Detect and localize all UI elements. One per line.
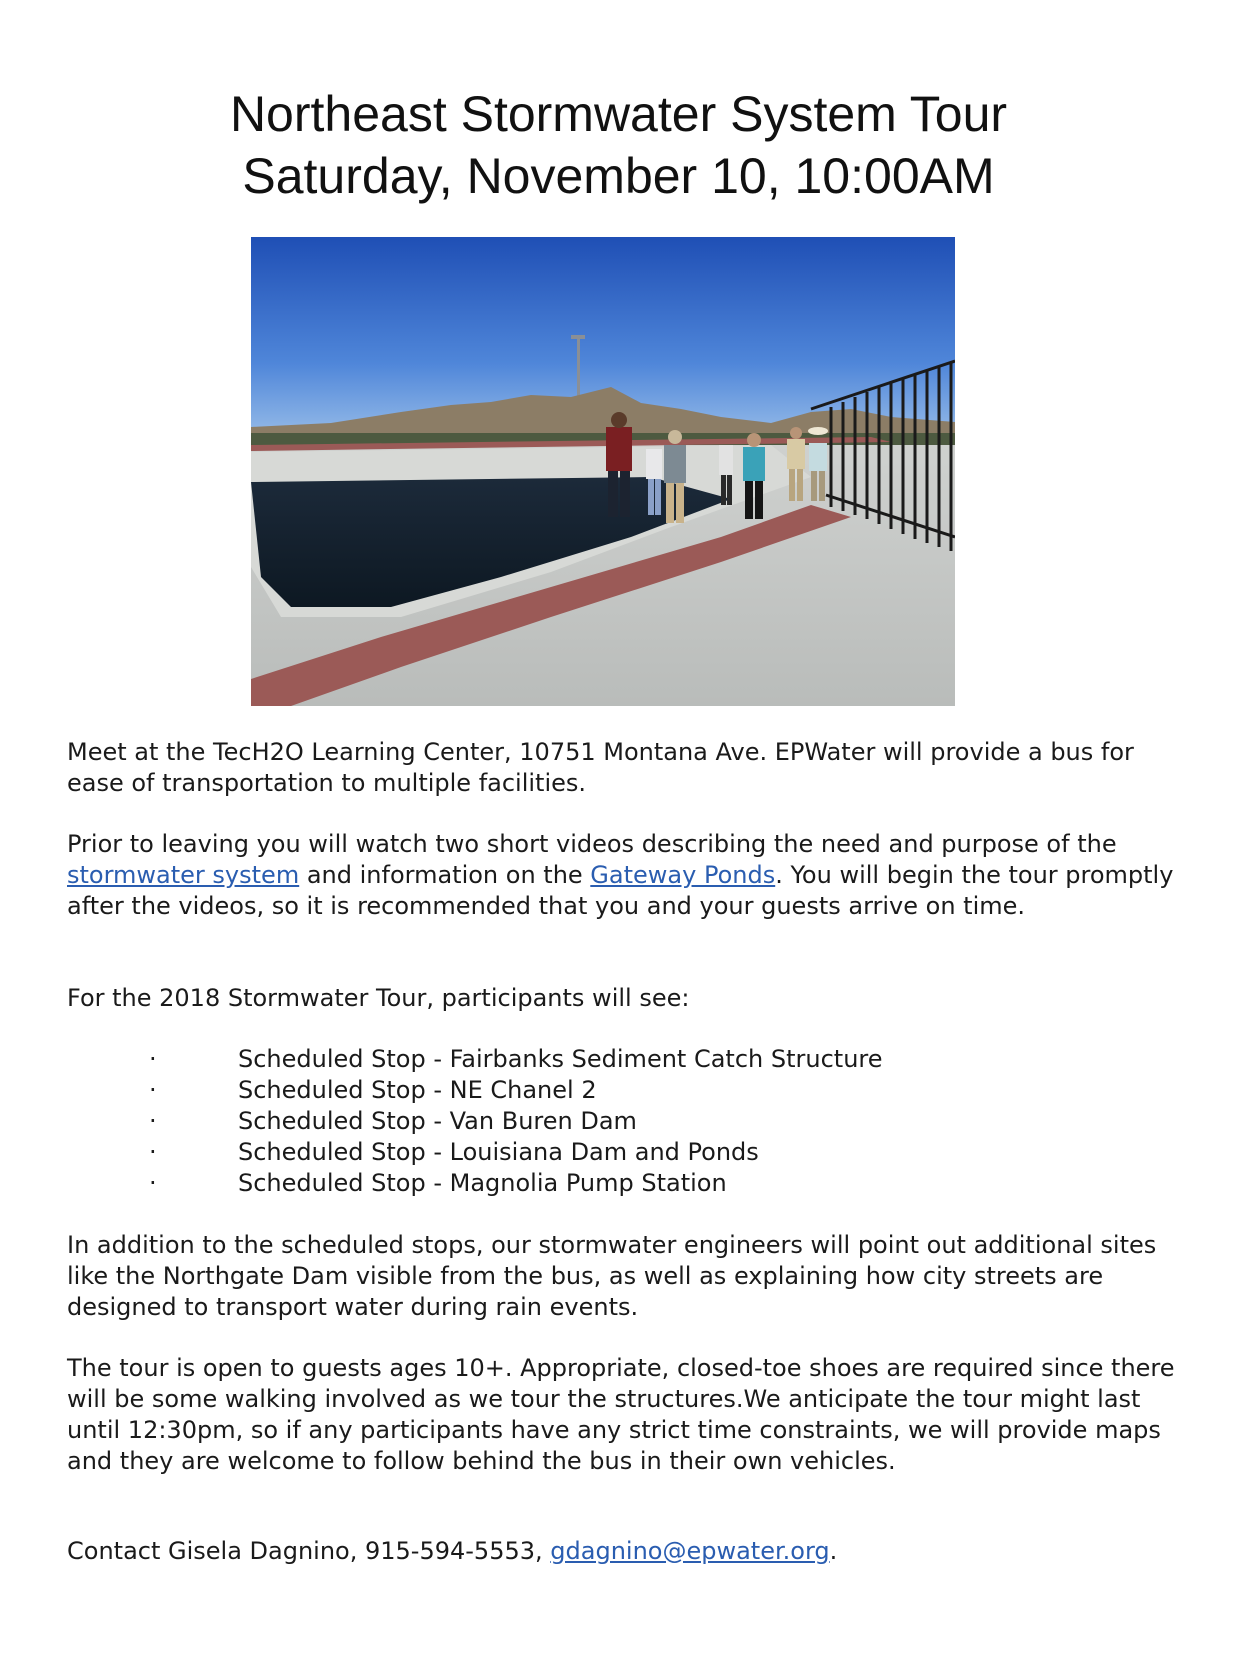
contact-email-link[interactable]: gdagnino@epwater.org (550, 1537, 830, 1565)
page-subtitle-date: Saturday, November 10, 10:00AM (242, 148, 995, 204)
bullet-icon: · (149, 1107, 157, 1135)
guest-requirements-paragraph: The tour is open to guests ages 10+. Appropriate, closed-toe shoes are required since there will be some walking involved as we tour the structures.We anticipate the tour might last until 12:30pm, so if any participants have any strict time constraints, we will provide maps and they are welcome to follow behind the bus in their own vehicles. (67, 1354, 1175, 1475)
stop-label: Scheduled Stop - Fairbanks Sediment Catch Structure (238, 1045, 883, 1073)
tour-photo (251, 237, 955, 706)
stormwater-system-link[interactable]: stormwater system (67, 861, 300, 889)
videos-text-middle: and information on the (299, 861, 591, 889)
gateway-ponds-link[interactable]: Gateway Ponds (590, 861, 776, 889)
meet-paragraph: Meet at the TecH2O Learning Center, 10751 Montana Ave. EPWater will provide a bus for ease of transportation to multiple facilities. (67, 738, 1134, 797)
bullet-icon: · (149, 1076, 157, 1104)
list-item (67, 1106, 883, 1137)
videos-text-before: Prior to leaving you will watch two short videos describing the need and purpose of the (67, 830, 1117, 858)
list-item (67, 1075, 883, 1106)
videos-paragraph (67, 829, 1177, 922)
list-item (67, 1044, 883, 1075)
scheduled-stops-list (67, 1044, 883, 1199)
stop-label: Scheduled Stop - Magnolia Pump Station (238, 1169, 727, 1197)
contact-text-end: . (829, 1537, 838, 1565)
contact-text: Contact Gisela Dagnino, 915-594-5553, (67, 1537, 551, 1565)
bullet-icon: · (149, 1045, 157, 1073)
bullet-icon: · (149, 1169, 157, 1197)
list-intro-paragraph: For the 2018 Stormwater Tour, participants will see: (67, 984, 690, 1012)
additional-sites-paragraph: In addition to the scheduled stops, our stormwater engineers will point out additional sites like the Northgate Dam visible from the bus, as well as explaining how city streets are designed to transport water during rain events. (67, 1231, 1157, 1321)
list-item (67, 1137, 883, 1168)
bullet-icon: · (149, 1138, 157, 1166)
list-item (67, 1168, 883, 1199)
photo-tour-group-pond-icon (251, 237, 955, 706)
videos-text-after: . You will begin the tour promptly after the videos, so it is recommended that you and your guests arrive on time. (67, 861, 1174, 920)
stop-label: Scheduled Stop - Van Buren Dam (238, 1107, 637, 1135)
page-title: Northeast Stormwater System Tour (229, 86, 1008, 142)
contact-paragraph (67, 1536, 1177, 1567)
stop-label: Scheduled Stop - Louisiana Dam and Ponds (238, 1138, 759, 1166)
stop-label: Scheduled Stop - NE Chanel 2 (238, 1076, 597, 1104)
